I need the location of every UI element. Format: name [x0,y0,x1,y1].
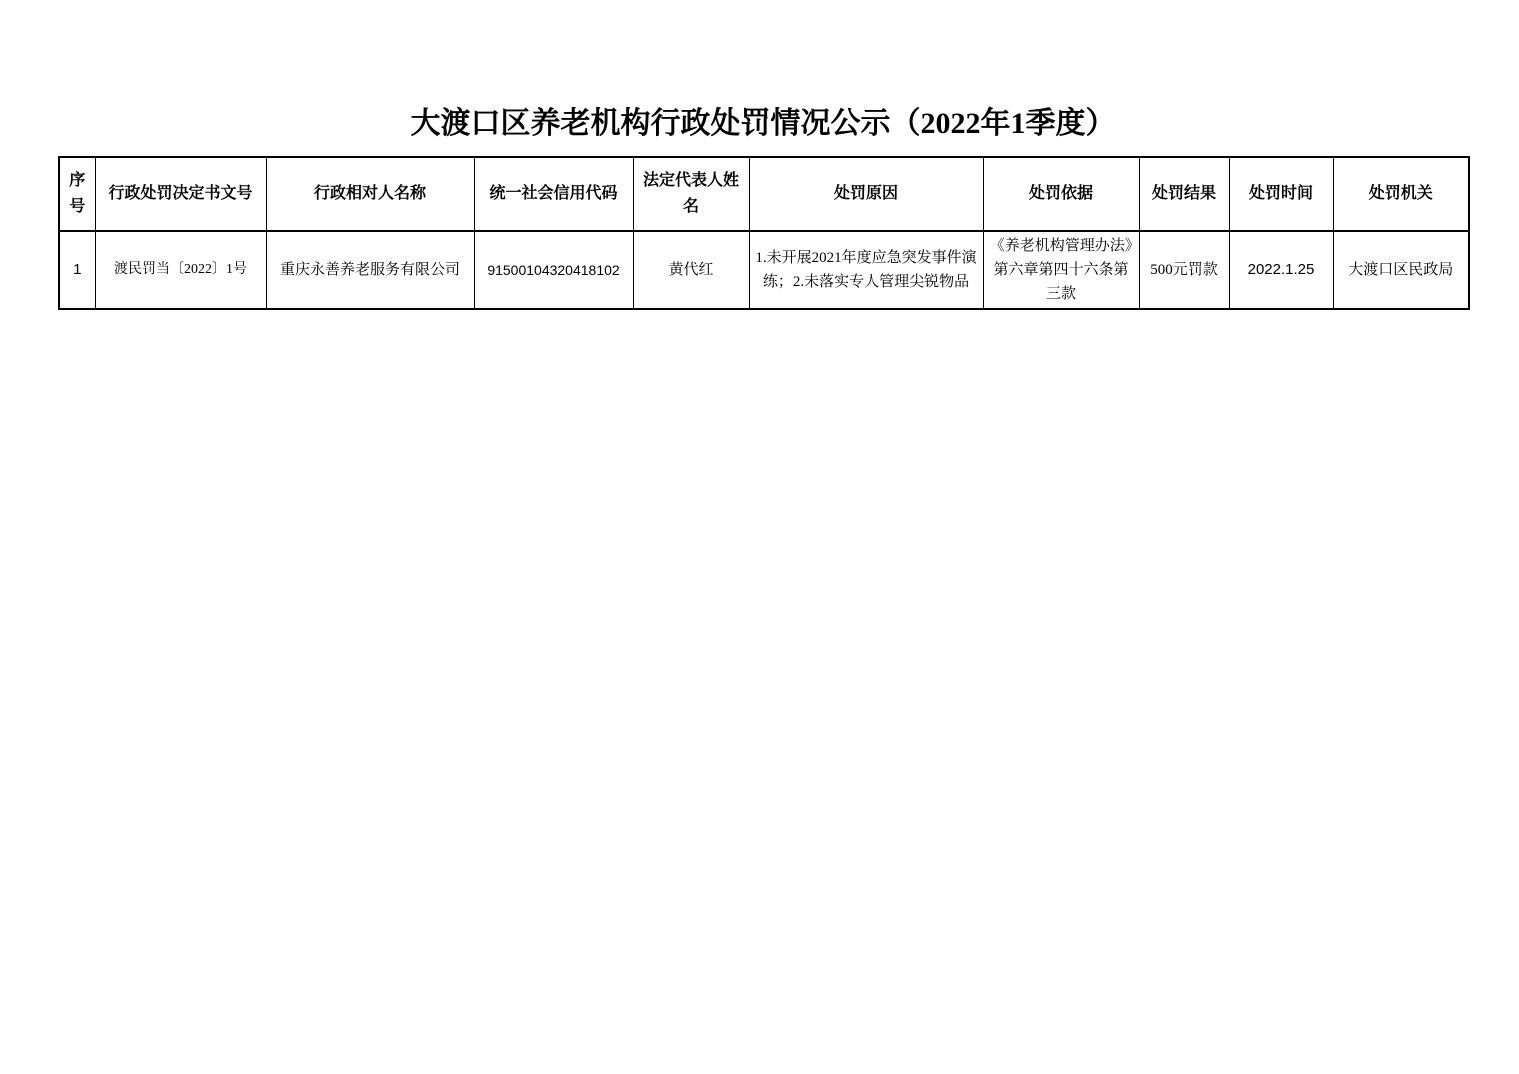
col-header-reason: 处罚原因 [749,157,983,231]
col-header-result: 处罚结果 [1139,157,1229,231]
cell-doc-no: 渡民罚当〔2022〕1号 [95,231,266,309]
col-header-basis: 处罚依据 [983,157,1139,231]
col-header-date: 处罚时间 [1229,157,1333,231]
col-header-credit-code: 统一社会信用代码 [474,157,633,231]
table-row [59,231,1469,309]
header-row [59,157,1469,231]
cell-credit-code: 91500104320418102 [474,231,633,309]
cell-reason: 1.未开展2021年度应急突发事件演练；2.未落实专人管理尖锐物品 [749,231,983,309]
cell-authority: 大渡口区民政局 [1333,231,1469,309]
cell-party-name: 重庆永善养老服务有限公司 [266,231,474,309]
penalty-table [58,156,1470,310]
col-header-legal-rep: 法定代表人姓名 [633,157,749,231]
col-header-authority: 处罚机关 [1333,157,1469,231]
col-header-seq: 序号 [59,157,95,231]
col-header-party-name: 行政相对人名称 [266,157,474,231]
col-header-doc-no: 行政处罚决定书文号 [95,157,266,231]
cell-seq: 1 [59,231,95,309]
page-title: 大渡口区养老机构行政处罚情况公示（2022年1季度） [410,107,1116,140]
cell-date: 2022.1.25 [1229,231,1333,309]
cell-result: 500元罚款 [1139,231,1229,309]
cell-legal-rep: 黄代红 [633,231,749,309]
cell-basis: 《养老机构管理办法》第六章第四十六条第三款 [983,231,1139,309]
